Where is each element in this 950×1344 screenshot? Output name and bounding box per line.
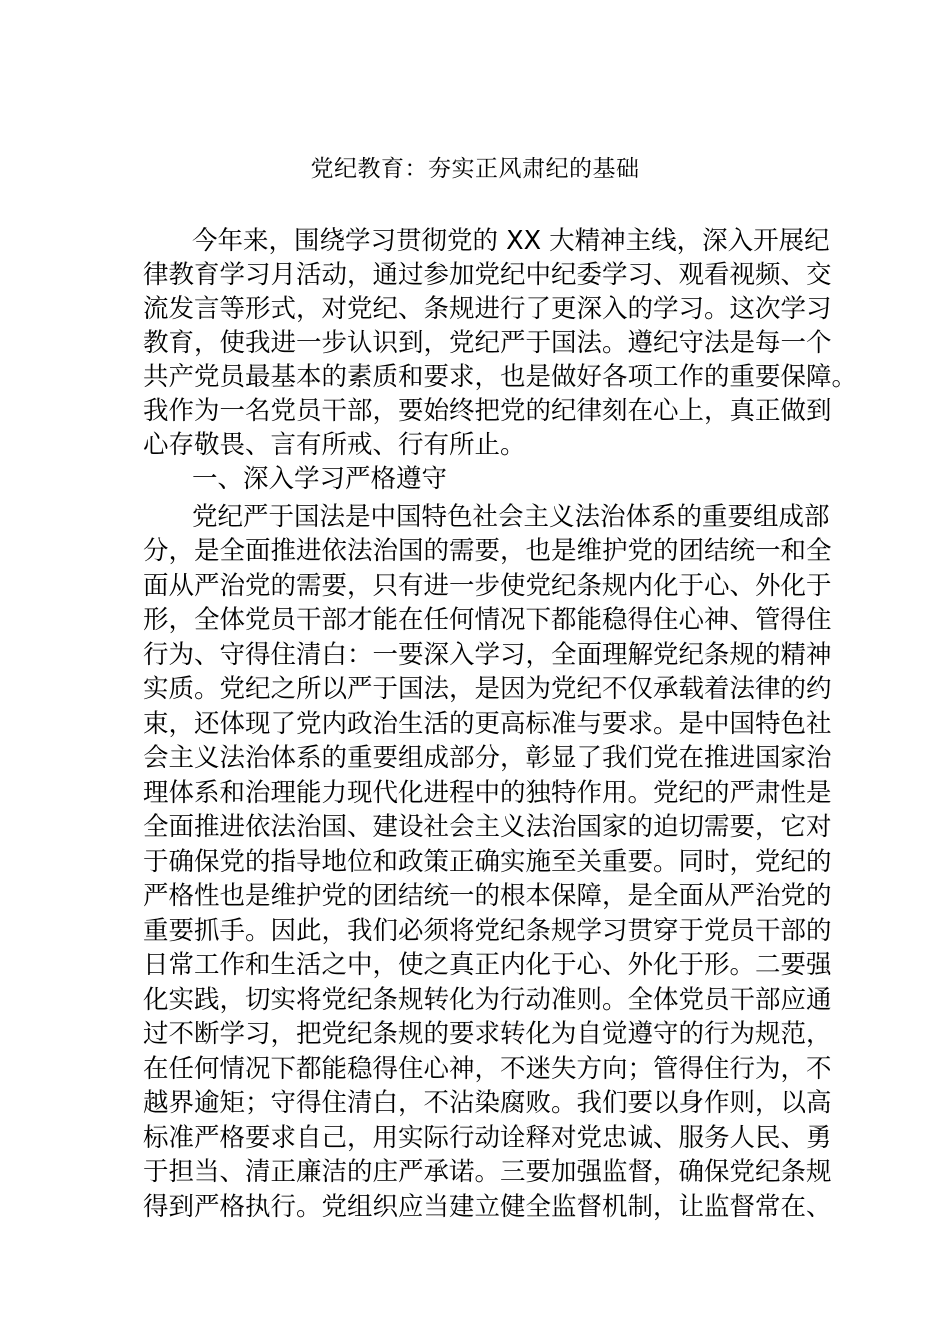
paragraph-line: 分，是全面推进依法治国的需要，也是维护党的团结统一和全 (143, 536, 832, 566)
paragraph-line: 重要抓手。因此，我们必须将党纪条规学习贯穿于党员干部的 (143, 916, 832, 946)
paragraph-line: 于确保党的指导地位和政策正确实施至关重要。同时，党纪的 (143, 847, 832, 877)
paragraph-line: 过不断学习，把党纪条规的要求转化为自觉遵守的行为规范， (143, 1019, 832, 1049)
paragraph-line: 于担当、清正廉洁的庄严承诺。三要加强监督，确保党纪条规 (143, 1157, 832, 1187)
paragraph-line: 越界逾矩；守得住清白，不沾染腐败。我们要以身作则，以高 (143, 1088, 832, 1118)
paragraph-line: 会主义法治体系的重要组成部分，彰显了我们党在推进国家治 (143, 743, 832, 773)
document-title: 党纪教育：夯实正风肃纪的基础 (310, 156, 640, 182)
paragraph-line: 党纪严于国法是中国特色社会主义法治体系的重要组成部 (192, 502, 830, 532)
paragraph-line: 形，全体党员干部才能在任何情况下都能稳得住心神、管得住 (143, 605, 832, 635)
paragraph-line: 流发言等形式，对党纪、条规进行了更深入的学习。这次学习 (143, 294, 832, 324)
paragraph-line: 面从严治党的需要，只有进一步使党纪条规内化于心、外化于 (143, 571, 832, 601)
paragraph-line: 在任何情况下都能稳得住心神，不迷失方向；管得住行为，不 (143, 1054, 832, 1084)
paragraph-line: 全面推进依法治国、建设社会主义法治国家的迫切需要，它对 (143, 812, 832, 842)
paragraph-line: 行为、守得住清白：一要深入学习，全面理解党纪条规的精神 (143, 640, 832, 670)
paragraph-line: 共产党员最基本的素质和要求，也是做好各项工作的重要保障。 (143, 362, 858, 392)
paragraph-line: 严格性也是维护党的团结统一的根本保障，是全面从严治党的 (143, 881, 832, 911)
paragraph-line: 实质。党纪之所以严于国法，是因为党纪不仅承载着法律的约 (143, 674, 832, 704)
paragraph-line: 日常工作和生活之中，使之真正内化于心、外化于形。二要强 (143, 950, 832, 980)
paragraph-line: 心存敬畏、言有所戒、行有所止。 (143, 430, 526, 460)
paragraph-line: 理体系和治理能力现代化进程中的独特作用。党纪的严肃性是 (143, 778, 832, 808)
paragraph-line: 束，还体现了党内政治生活的更高标准与要求。是中国特色社 (143, 709, 832, 739)
section-heading: 一、深入学习严格遵守 (192, 464, 448, 494)
paragraph-line: 我作为一名党员干部，要始终把党的纪律刻在心上，真正做到 (143, 396, 832, 426)
paragraph-line: 标准严格要求自己，用实际行动诠释对党忠诚、服务人民、勇 (143, 1123, 832, 1153)
paragraph-line: 律教育学习月活动，通过参加党纪中纪委学习、观看视频、交 (143, 260, 832, 290)
paragraph-line: 教育，使我进一步认识到，党纪严于国法。遵纪守法是每一个 (143, 328, 832, 358)
paragraph-line: 得到严格执行。党组织应当建立健全监督机制，让监督常在、 (143, 1192, 832, 1222)
paragraph-line: 今年来，围绕学习贯彻党的 XX 大精神主线，深入开展纪 (192, 226, 830, 256)
paragraph-line: 化实践，切实将党纪条规转化为行动准则。全体党员干部应通 (143, 985, 832, 1015)
